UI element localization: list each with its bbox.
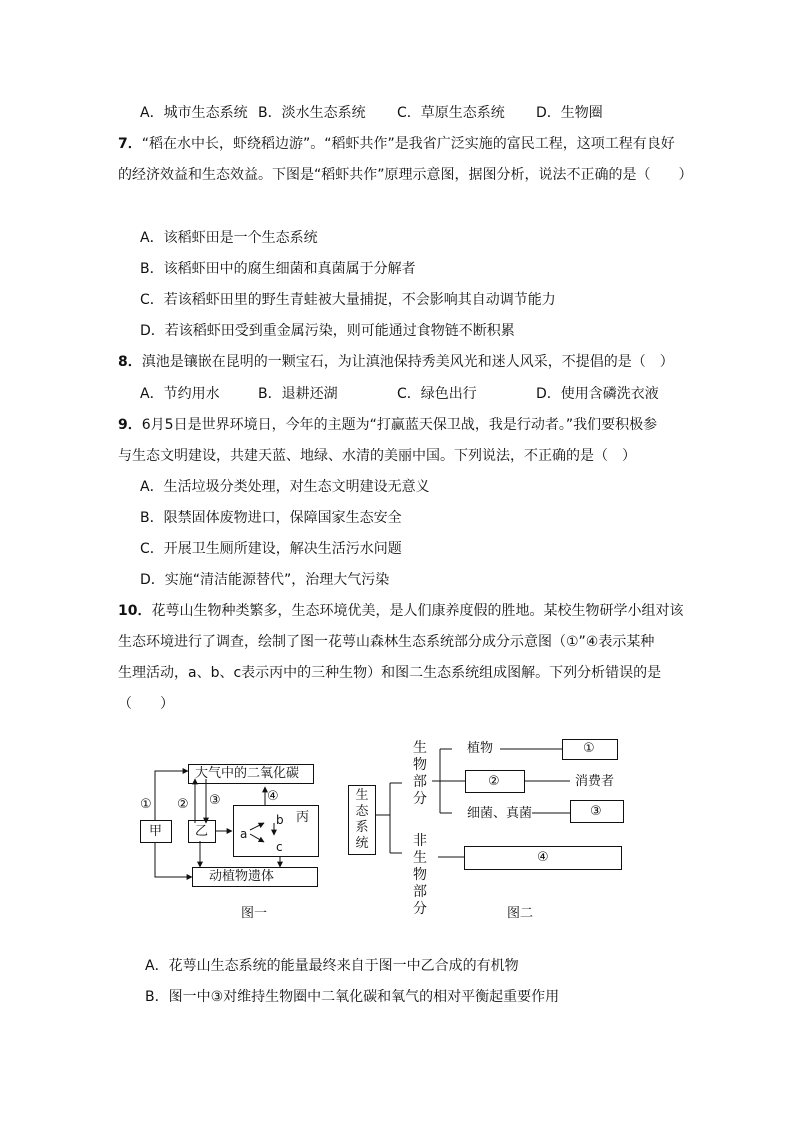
q10-stem-line4: （ ） [118,696,174,712]
figure-2-plants-label: 植物 [467,741,494,756]
q7-option-a: A．该稻虾田是一个生态系统 [140,230,318,246]
q9-stem-line1: 9．6月5日是世界环境日，今年的主题为“打赢蓝天保卫战，我是行动者。”我们要积极参 [118,417,658,433]
figure-2-box-1 [562,739,618,760]
figure-1-yi-box [188,820,216,843]
figure-1-remains-label: 动植物遗体 [209,869,275,884]
q8-option-b: B．退耕还湖 [258,386,338,402]
figure-2-marker-3: ③ [590,804,602,819]
q8-stem: 8．滇池是镶嵌在昆明的一颗宝石，为让滇池保持秀美风光和迷人风采，不提倡的是（ ） [118,354,674,370]
q10-stem-line2: 生态环境进行了调查，绘制了图一花萼山森林生态系统部分成分示意图（①”④表示某种 [118,634,655,650]
q8-option-c: C．绿色出行 [397,386,477,402]
q7-number: 7． [118,136,142,152]
q6-option-b: B．淡水生态系统 [258,105,366,121]
q7-stem-line1: 7．“稻在水中长，虾绕稻边游”。“稻虾共作”是我省广泛实施的富民工程，这项工程有良好 [118,136,675,152]
figure-2-bio-part: 生物部分 [413,740,427,807]
figure-2-bacteria-label: 细菌、真菌 [467,806,533,821]
figure-2-marker-4: ④ [537,850,549,865]
figure-1-remains-box [192,867,318,887]
figure-1-atmosphere-label: 大气中的二氧化碳 [195,766,300,781]
figure-1-yi-label: 乙 [195,824,209,839]
figure-2-box-3 [570,800,624,823]
q6-option-a: A．城市生态系统 [140,105,248,121]
q10-number: 10． [118,603,152,619]
figure-2-consumers-label: 消费者 [575,774,615,789]
q8-number: 8． [118,354,142,370]
q10-stem-line1: 10．花萼山生物种类繁多，生态环境优美，是人们康养度假的胜地。某校生物研学小组对该 [118,603,684,619]
q10-option-b: B．图一中③对维持生物圈中二氧化碳和氧气的相对平衡起重要作用 [145,989,560,1005]
figure-1-marker-3: ③ [209,793,221,808]
q7-option-b: B．该稻虾田中的腐生细菌和真菌属于分解者 [140,261,416,277]
q9-option-b: B．限禁固体废物进口，保障国家生态安全 [140,510,402,526]
figure-1-marker-1: ① [140,797,152,812]
figure-1-atmosphere-box [188,764,314,784]
q9-option-a: A．生活垃圾分类处理，对生态文明建设无意义 [140,479,430,495]
figure-1-c-label: c [276,840,283,854]
q7-option-d: D．若该稻虾田受到重金属污染，则可能通过食物链不断积累 [140,323,515,339]
figure-1-marker-4: ④ [267,789,279,804]
figure-2-nonbio-part: 非生物部分 [413,833,427,917]
figure-2-marker-1: ① [583,741,595,756]
q9-stem-line2: 与生态文明建设，共建天蓝、地绿、水清的美丽中国。下列说法，不正确的是（ ） [118,448,636,464]
figure-2-ecosystem-label: 生态系统 [355,788,369,851]
figure-2-marker-2: ② [488,774,500,789]
figure-2-caption: 图二 [507,906,534,921]
figure-1-marker-2: ② [177,797,189,812]
figure-1-jia-label: 甲 [149,824,163,839]
q10-stem-line3: 生理活动，a、b、c表示丙中的三种生物）和图二生态系统组成图解。下列分析错误的是 [118,665,662,681]
q7-stem-line2: 的经济效益和生态效益。下图是“稻虾共作”原理示意图，据图分析，说法不正确的是（ ） [118,167,693,183]
figure-2-box-2 [465,770,525,793]
q9-option-d: D．实施“清洁能源替代”，治理大气污染 [140,572,390,588]
q6-option-d: D．生物圈 [536,105,603,121]
q8-option-d: D．使用含磷洗衣液 [536,386,659,402]
figure-1-a-label: a [240,827,248,841]
figure-2-box-4 [464,846,622,870]
figure-2-ecosystem-box [348,785,376,855]
figure-1-caption: 图一 [241,906,268,921]
q7-option-c: C．若该稻虾田里的野生青蛙被大量捕捉，不会影响其自动调节能力 [140,292,556,308]
figure-1-bing-label: 丙 [296,810,310,825]
figure-1-b-label: b [276,813,284,827]
q6-option-c: C．草原生态系统 [397,105,505,121]
q10-option-a: A．花萼山生态系统的能量最终来自于图一中乙合成的有机物 [145,958,519,974]
figure-2-lines [340,735,640,915]
q8-option-a: A．节约用水 [140,386,220,402]
q9-option-c: C．开展卫生厕所建设，解决生活污水问题 [140,541,402,557]
figure-1-bing-box [233,805,319,857]
figure-1-jia-box [140,820,172,843]
q9-number: 9． [118,417,142,433]
